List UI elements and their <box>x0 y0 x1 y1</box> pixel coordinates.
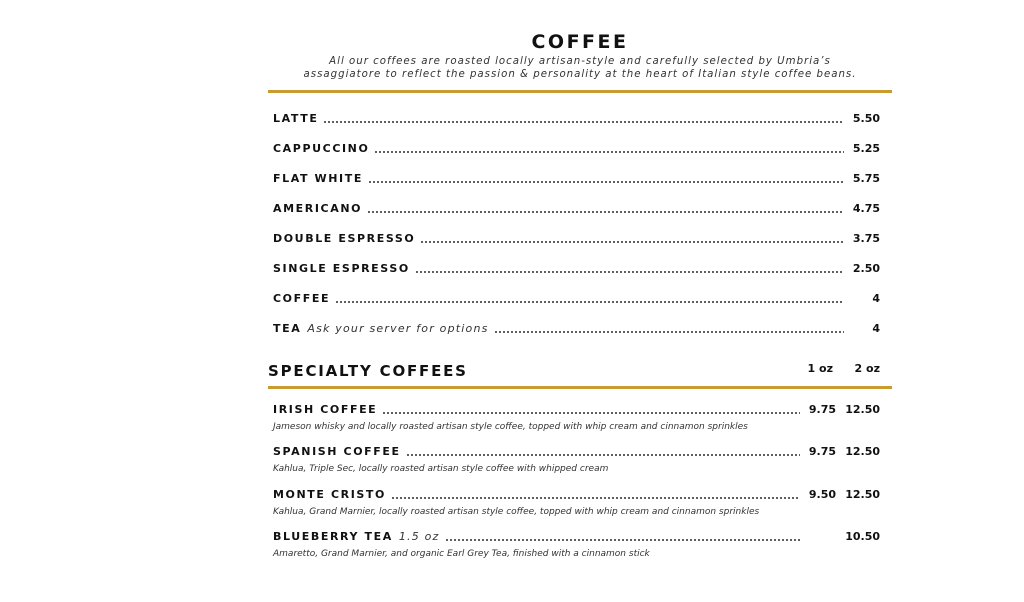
item-note: Ask your server for options <box>307 322 489 335</box>
specialty-section-title: SPECIALTY COFFEES <box>268 362 468 380</box>
item-description: Kahlua, Triple Sec, locally roasted artisan style coffee with whipped cream <box>273 464 609 474</box>
item-name: DOUBLE ESPRESSO <box>273 232 416 245</box>
menu-item-irish-coffee <box>273 402 880 418</box>
coffee-divider <box>268 90 892 93</box>
column-header-2oz: 2 oz <box>854 362 880 375</box>
dot-leader <box>382 411 800 415</box>
dot-leader <box>374 150 844 154</box>
dot-leader <box>420 240 844 244</box>
dot-leader <box>415 270 844 274</box>
menu-item-coffee <box>273 291 880 307</box>
menu-item-americano <box>273 201 880 217</box>
menu-item-cappuccino <box>273 141 880 157</box>
coffee-intro-line-1: All our coffees are roasted locally artisan-style and carefully selected by Umbria’s <box>329 56 831 67</box>
item-description: Jameson whisky and locally roasted artisan style coffee, topped with whip cream and cinnamon sprinkles <box>273 422 748 432</box>
coffee-intro-line-2: assaggiatore to reflect the passion & personality at the heart of Italian style coffee beans. <box>303 69 857 80</box>
menu-item-flat-white <box>273 171 880 187</box>
item-name: CAPPUCCINO <box>273 142 370 155</box>
item-price-2oz: 12.50 <box>845 445 880 458</box>
coffee-section-title: COFFEE <box>531 31 629 53</box>
menu-item-single-espresso <box>273 261 880 277</box>
item-price: 4.75 <box>852 202 880 215</box>
item-note: 1.5 oz <box>398 530 440 543</box>
item-price: 5.25 <box>852 142 880 155</box>
menu-item-double-espresso <box>273 231 880 247</box>
menu-item-tea <box>273 321 880 337</box>
menu-item-monte-cristo <box>273 487 880 503</box>
item-price-2oz: 10.50 <box>845 530 880 543</box>
dot-leader <box>335 300 844 304</box>
item-name: SPANISH COFFEE <box>273 445 401 458</box>
item-price-1oz: 9.50 <box>808 488 836 501</box>
item-description: Kahlua, Grand Marnier, locally roasted artisan style coffee, topped with whip cream and cinnamon sprinkles <box>273 507 760 517</box>
item-name: AMERICANO <box>273 202 363 215</box>
item-price: 5.50 <box>852 112 880 125</box>
item-name: IRISH COFFEE <box>273 403 378 416</box>
item-price: 5.75 <box>852 172 880 185</box>
item-price-2oz: 12.50 <box>845 403 880 416</box>
item-name: BLUEBERRY TEA <box>273 530 393 543</box>
column-header-1oz: 1 oz <box>807 362 833 375</box>
menu-item-blueberry-tea <box>273 529 880 545</box>
item-price-1oz: 9.75 <box>808 445 836 458</box>
dot-leader <box>367 210 844 214</box>
item-price: 2.50 <box>852 262 880 275</box>
dot-leader <box>445 538 800 542</box>
item-price-2oz: 12.50 <box>845 488 880 501</box>
item-name: SINGLE ESPRESSO <box>273 262 410 275</box>
coffee-intro <box>268 55 892 81</box>
dot-leader <box>494 330 844 334</box>
dot-leader <box>391 496 800 500</box>
item-price: 4 <box>872 322 880 335</box>
item-price: 3.75 <box>852 232 880 245</box>
item-description: Amaretto, Grand Marnier, and organic Earl Grey Tea, finished with a cinnamon stick <box>273 549 650 559</box>
item-name: MONTE CRISTO <box>273 488 386 501</box>
item-price: 4 <box>872 292 880 305</box>
item-name: COFFEE <box>273 292 331 305</box>
specialty-divider <box>268 386 892 389</box>
dot-leader <box>406 453 800 457</box>
dot-leader <box>368 180 844 184</box>
menu-item-spanish-coffee <box>273 444 880 460</box>
menu-item-latte <box>273 111 880 127</box>
item-name: TEA <box>273 322 302 335</box>
item-name: LATTE <box>273 112 319 125</box>
dot-leader <box>323 120 844 124</box>
item-name: FLAT WHITE <box>273 172 363 185</box>
item-price-1oz: 9.75 <box>808 403 836 416</box>
